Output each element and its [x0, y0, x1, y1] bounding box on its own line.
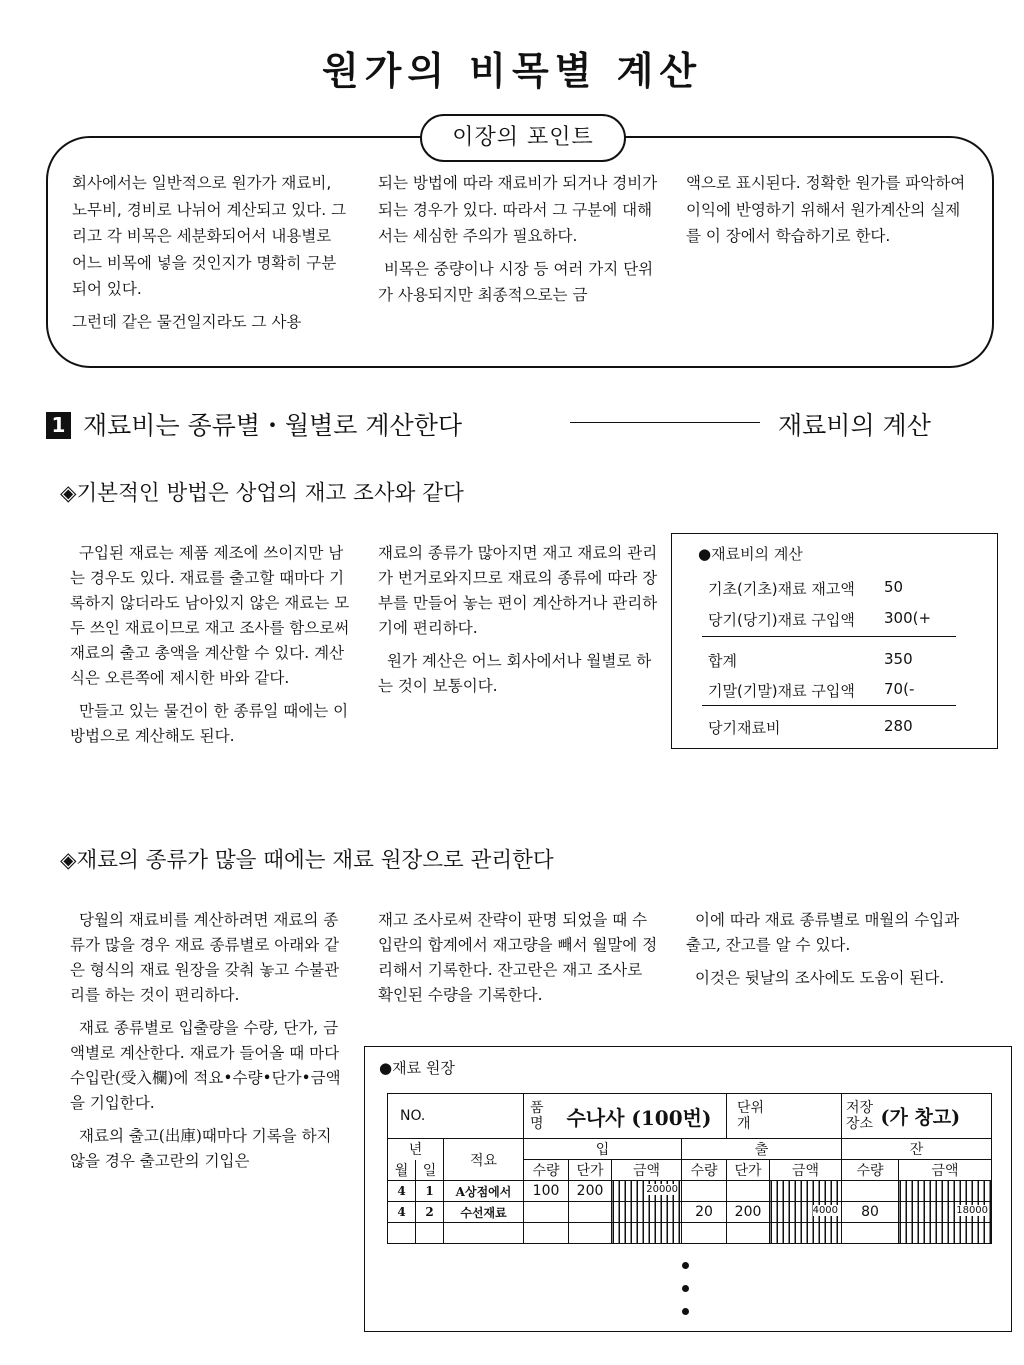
section-heading: [46, 406, 462, 442]
section-number: 1: [46, 412, 71, 439]
section-topic: 재료비의 계산: [778, 411, 931, 440]
ledger-group-balance: 잔: [842, 1139, 992, 1160]
body-column-2: [378, 541, 658, 707]
ledger-entry-row: [388, 1181, 992, 1202]
calc-row-value: 50: [884, 578, 904, 596]
ledger-unit-value: 개: [737, 1116, 751, 1132]
calc-divider: [702, 636, 956, 637]
body-paragraph: 재료의 종류가 많아지면 재고 재료의 관리가 번거로와지므로 재료의 종류에 따라 장부를 만들어 놓는 편이 계산하거나 관리하기에 편리하다.: [378, 544, 658, 637]
ledger-col-in-qty: 수량: [524, 1160, 569, 1181]
entry-in-qty: [524, 1202, 569, 1223]
ledger-unit-label: 단위: [737, 1100, 765, 1116]
ledger-unit-cell: [727, 1094, 842, 1139]
entry-in-price: 200: [569, 1181, 612, 1202]
ledger-header-row: [388, 1094, 992, 1139]
body-paragraph: 이것은 뒷날의 조사에도 도움이 된다.: [695, 969, 945, 987]
body-paragraph: 구입된 재료는 제품 제조에 쓰이지만 남는 경우도 있다. 재료를 출고할 때마다 기록하지 않더라도 남아있지 않은 재료는 모두 쓰인 재료이므로 재고 조사를 함으로써 재료의 출고 총액을 계산할 수 있다. 계산식은 오른쪽에 제시한 바와 같다.: [70, 544, 350, 687]
ledger-col-in-price: 단가: [569, 1160, 612, 1181]
point-paragraph: 그런데 같은 물건일지라도 그 사용: [72, 312, 302, 331]
entry-in-price: [569, 1202, 612, 1223]
ledger-col-month: 월: [388, 1160, 416, 1181]
material-ledger-figure: [364, 1046, 1012, 1332]
ledger-no-label: NO.: [388, 1094, 524, 1139]
entry-bal-amount: 18000: [956, 1205, 989, 1216]
body-paragraph: 이에 따라 재료 종류별로 매월의 수입과 출고, 잔고를 알 수 있다.: [686, 911, 960, 954]
entry-out-price: [727, 1181, 770, 1202]
section-title: 재료비는 종류별・월별로 계산한다: [83, 411, 462, 440]
body-column-3b: [686, 908, 966, 999]
entry-bal-amount-cell: [899, 1202, 992, 1223]
body-paragraph: 만들고 있는 물건이 한 종류일 때에는 이 방법으로 계산해도 된다.: [70, 702, 349, 745]
ledger-col-day: 일: [416, 1160, 444, 1181]
continuation-dot: [682, 1262, 689, 1269]
entry-month: 4: [388, 1202, 416, 1223]
calc-row-value: 300(+: [884, 609, 932, 627]
body-column-1b: [70, 908, 350, 1182]
entry-desc: 수선재료: [444, 1202, 524, 1223]
section-divider: [570, 422, 760, 423]
entry-day: 1: [416, 1181, 444, 1202]
entry-bal-qty: [842, 1181, 899, 1202]
ledger-entry-row: [388, 1202, 992, 1223]
body-paragraph: 당월의 재료비를 계산하려면 재료의 종류가 많을 경우 재료 종류별로 아래와 같은 형식의 재료 원장을 갖춰 놓고 수불관리를 하는 것이 편리하다.: [70, 911, 340, 1004]
point-paragraph: 되는 방법에 따라 재료비가 되거나 경비가 되는 경우가 있다. 따라서 그 구분에 대해서는 세심한 주의가 필요하다.: [378, 174, 658, 245]
ledger-col-bal-amount: 금액: [899, 1160, 992, 1181]
point-paragraph: 회사에서는 일반적으로 원가가 재료비, 노무비, 경비로 나뉘어 계산되고 있다. 그리고 각 비목은 세분화되어서 내용별로 어느 비목에 넣을 것인지가 명확히 구분되어 있다.: [72, 174, 347, 298]
entry-month: 4: [388, 1181, 416, 1202]
ledger-col-out-qty: 수량: [682, 1160, 727, 1181]
entry-in-qty: 100: [524, 1181, 569, 1202]
subheading-basic-method: ◈기본적인 방법은 상업의 재고 조사와 같다: [60, 481, 464, 506]
material-cost-calc-box: [671, 533, 998, 749]
body-paragraph: 재료 종류별로 입출량을 수량, 단가, 금액별로 계산한다. 재료가 들어올 때 마다 수입란(受入欄)에 적요•수량•단가•금액을 기입한다.: [70, 1019, 341, 1112]
ledger-storage-value: (가 창고): [880, 1106, 961, 1129]
entry-out-amount-cell: [770, 1202, 842, 1223]
continuation-dot: [682, 1308, 689, 1315]
calc-row-label: 합계: [708, 652, 737, 670]
calc-row-value: 280: [884, 717, 913, 735]
ledger-group-in: 입: [524, 1139, 682, 1160]
ledger-item-cell: [524, 1094, 727, 1139]
point-column-2: [378, 170, 660, 315]
entry-bal-qty: 80: [842, 1202, 899, 1223]
ledger-col-year: 년: [388, 1139, 444, 1160]
calc-row-value: 70(-: [884, 680, 915, 698]
ledger-item-label: 품명: [530, 1100, 544, 1132]
subheading-ledger: ◈재료의 종류가 많을 때에는 재료 원장으로 관리한다: [60, 848, 554, 873]
body-paragraph: 재료의 출고(出庫)때마다 기록을 하지 않을 경우 출고란의 기입은: [70, 1127, 332, 1170]
ledger-col-bal-qty: 수량: [842, 1160, 899, 1181]
ledger-col-desc: 적요: [444, 1139, 524, 1181]
body-paragraph: 원가 계산은 어느 회사에서나 월별로 하는 것이 보통이다.: [378, 652, 652, 695]
entry-day: 2: [416, 1202, 444, 1223]
point-column-1: [72, 170, 350, 341]
chapter-point-label: 이장의 포인트: [420, 114, 626, 162]
ledger-group-out: 출: [682, 1139, 842, 1160]
continuation-dot: [682, 1285, 689, 1292]
ledger-storage-label: 저장장소: [846, 1100, 874, 1132]
point-paragraph: 액으로 표시된다. 정확한 원가를 파악하여 이익에 반영하기 위해서 원가계산의 실제를 이 장에서 학습하기로 한다.: [686, 174, 966, 245]
ledger-group-row: [388, 1139, 992, 1160]
entry-in-amount-cell: [612, 1202, 682, 1223]
body-column-1: [70, 541, 350, 757]
entry-out-amount-cell: [770, 1181, 842, 1202]
ledger-blank-row: [388, 1223, 992, 1244]
calc-row-label: 기말(기말)재료 구입액: [708, 682, 855, 700]
entry-in-amount-cell: [612, 1181, 682, 1202]
calc-title: ●재료비의 계산: [698, 545, 803, 563]
entry-bal-amount-cell: [899, 1181, 992, 1202]
entry-desc: A상점에서: [444, 1181, 524, 1202]
entry-out-qty: 20: [682, 1202, 727, 1223]
body-paragraph: 재고 조사로써 잔략이 판명 되었을 때 수입란의 합계에서 재고량을 빼서 월말에 정리해서 기록한다. 잔고란은 재고 조사로 확인된 수량을 기록한다.: [378, 911, 658, 1004]
ledger-col-in-amount: 금액: [612, 1160, 682, 1181]
ledger-col-out-amount: 금액: [770, 1160, 842, 1181]
page-title: 원가의 비목별 계산: [321, 49, 703, 93]
body-column-2b: [378, 908, 658, 1016]
calc-divider: [702, 705, 956, 706]
ledger-item-value: 수나사 (100번): [566, 1105, 712, 1130]
calc-row-label: 기초(기초)재료 재고액: [708, 580, 855, 598]
ledger-title: ●재료 원장: [379, 1059, 455, 1077]
ledger-storage-cell: [842, 1094, 992, 1139]
calc-row-value: 350: [884, 650, 913, 668]
entry-out-qty: [682, 1181, 727, 1202]
entry-in-amount: 20000: [646, 1184, 679, 1195]
material-ledger-table: [387, 1093, 992, 1244]
entry-out-price: 200: [727, 1202, 770, 1223]
calc-row-label: 당기(당기)재료 구입액: [708, 611, 855, 629]
entry-out-amount: 4000: [812, 1205, 839, 1216]
calc-row-label: 당기재료비: [708, 719, 781, 737]
point-column-3: [686, 170, 970, 256]
ledger-col-out-price: 단가: [727, 1160, 770, 1181]
point-paragraph: 비목은 중량이나 시장 등 여러 가지 단위가 사용되지만 최종적으로는 금: [378, 259, 654, 304]
